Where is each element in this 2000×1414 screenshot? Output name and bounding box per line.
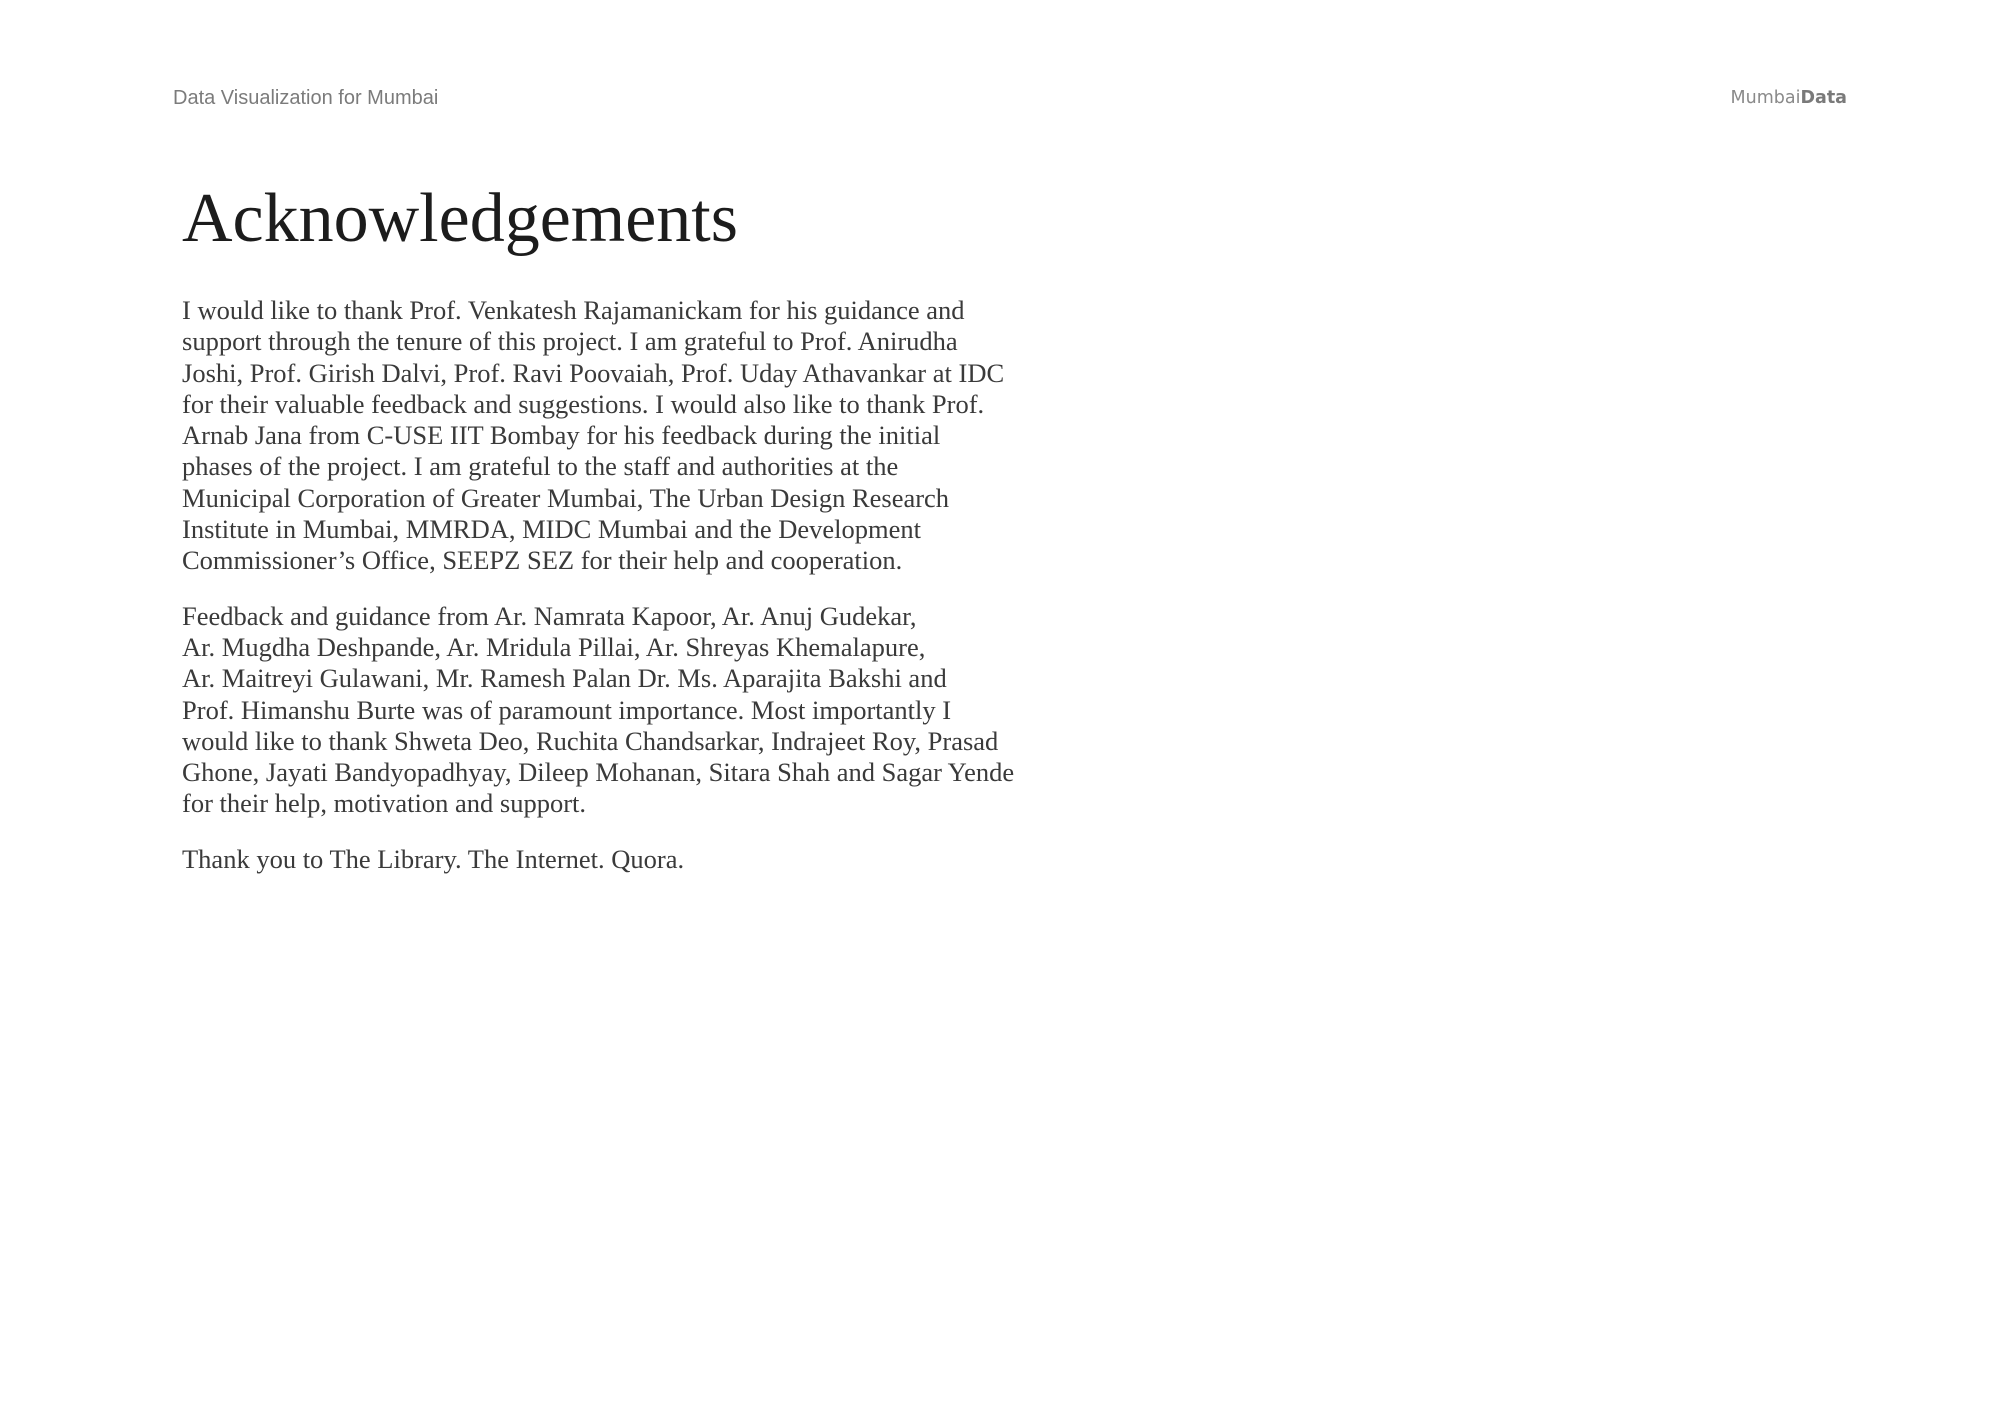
brand-logo-regular: Mumbai [1730, 88, 1801, 108]
brand-logo-bold: Data [1800, 88, 1847, 108]
brand-logo [1731, 88, 1847, 108]
running-header-title: Data Visualization for Mumbai [173, 87, 439, 109]
paragraph-thanks-faculty: I would like to thank Prof. Venkatesh Rajamanickam for his guidance and support through the tenure of this project. I am grateful to Prof. Anirudha Joshi, Prof. Girish Dalvi, Prof. Ravi Poovaiah, Prof. Uday Athavankar at IDC for their valuable feedback and suggestions. I would also like to thank Prof. Arnab Jana from C-USE IIT Bombay for his feedback during the initial phases of the project. I am grateful to the staff and authorities at the Municipal Corporation of Greater Mumbai, The Urban Design Research Institute in Mumbai, MMRDA, MIDC Mumbai and the Development Commissioner’s Office, SEEPZ SEZ for their help and cooperation. [182, 295, 1005, 576]
page-title: Acknowledgements [182, 180, 738, 257]
body-text [182, 295, 1062, 899]
paragraph-thanks-feedback: Feedback and guidance from Ar. Namrata Kapoor, Ar. Anuj Gudekar, Ar. Mugdha Deshpande, Ar. Mridula Pillai, Ar. Shreyas Khemalapure, Ar. Maitreyi Gulawani, Mr. Ramesh Palan Dr. Ms. Aparajita Bakshi and Prof. Himanshu Burte was of paramount importance. Most importantly I would like to thank Shweta Deo, Ruchita Chandsarkar, Indrajeet Roy, Prasad Ghone, Jayati Bandyopadhyay, Dileep Mohanan, Sitara Shah and Sagar Yende for their help, motivation and support. [182, 600, 1015, 819]
paragraph-thanks-resources: Thank you to The Library. The Internet. Quora. [182, 843, 685, 874]
